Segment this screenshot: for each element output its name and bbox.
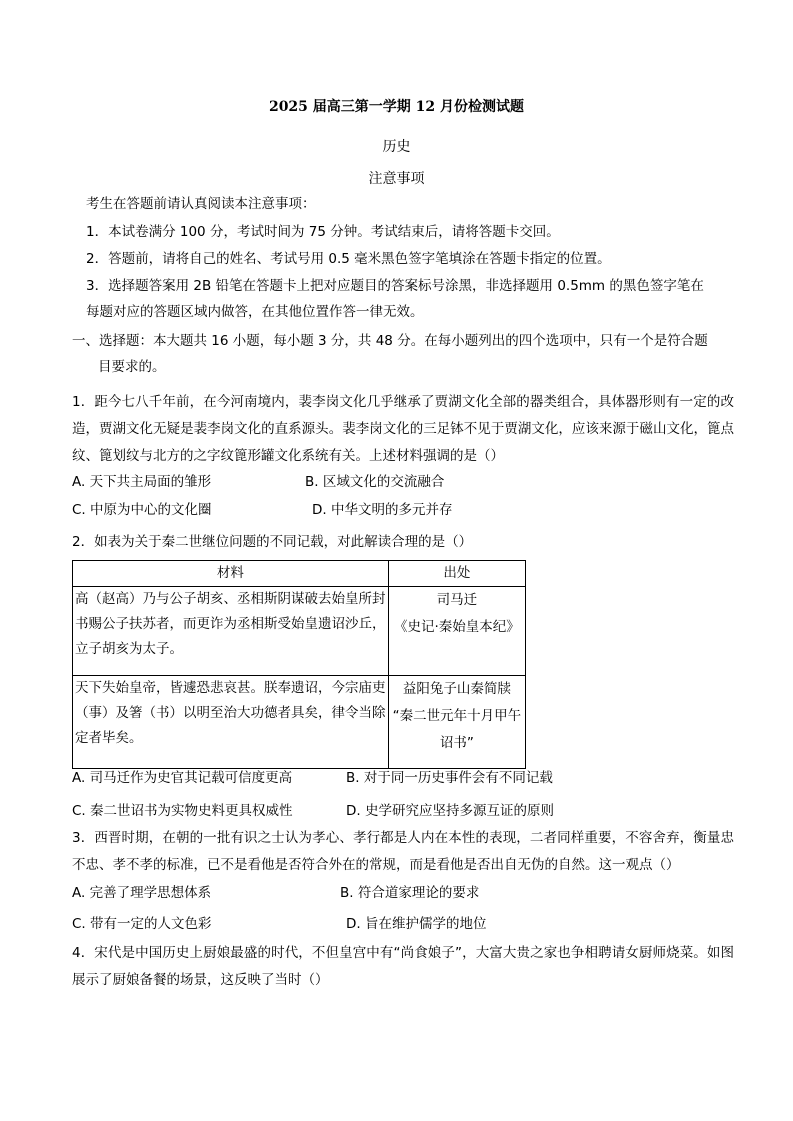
table-header-source: 出处 — [388, 561, 525, 587]
question-2-stem: 2．如表为关于秦二世继位问题的不同记载，对此解读合理的是（） — [72, 534, 473, 550]
table-row — [73, 676, 526, 769]
q2-option-d[interactable]: D. 史学研究应坚持多源互证的原则 — [346, 803, 554, 819]
q3-option-a[interactable]: A. 完善了理学思想体系 — [72, 885, 212, 901]
table-cell-source — [388, 676, 525, 769]
question-1-stem: 1．距今七八千年前，在今河南境内，裴李岗文化几乎继承了贾湖文化全部的器类组合，具体器形则有一定的改造，贾湖文化无疑是裴李岗文化的直系源头。裴李岗文化的三足钵不见于贾湖文化，应该来源于磁山文化，篦点纹、篦划纹与北方的之字纹篦形罐文化系统有关。上述材料强调的是（） — [72, 394, 734, 464]
question-4-stem: 4．宋代是中国历史上厨娘最盛的时代，不但皇宫中有“尚食娘子”，大富大贵之家也争相聘请女厨师烧菜。如图展示了厨娘备餐的场景，这反映了当时（） — [72, 945, 734, 988]
q1-option-b[interactable]: B. 区域文化的交流融合 — [305, 474, 445, 490]
q2-option-c[interactable]: C. 秦二世诏书为实物史料更具权威性 — [72, 803, 293, 819]
source-table — [72, 560, 526, 769]
section-heading: 一、选择题：本大题共 16 小题，每小题 3 分，共 48 分。在每小题列出的四个选项中，只有一个是符合题 — [72, 333, 708, 349]
q1-option-c[interactable]: C. 中原为中心的文化圈 — [72, 502, 212, 518]
q2-option-b[interactable]: B. 对于同一历史事件会有不同记载 — [346, 770, 553, 786]
q2-option-a[interactable]: A. 司马迁作为史官其记载可信度更高 — [72, 770, 293, 786]
section-heading-cont: 目要求的。 — [98, 359, 166, 375]
q1-option-d[interactable]: D. 中华文明的多元并存 — [312, 502, 453, 518]
q1-option-a[interactable]: A. 天下共主局面的雏形 — [72, 474, 212, 490]
notice-heading: 注意事项 — [368, 171, 425, 187]
q3-option-c[interactable]: C. 带有一定的人文色彩 — [72, 916, 212, 932]
table-cell-material: 高（赵高）乃与公子胡亥、丞相斯阴谋破去始皇所封书赐公子扶苏者，而更诈为丞相斯受始皇遗诏沙丘，立子胡亥为太子。 — [73, 587, 389, 676]
notice-item-3: 3．选择题答案用 2B 铅笔在答题卡上把对应题目的答案标号涂黑，非选择题用 0.5mm 的黑色签字笔在 — [86, 278, 704, 294]
q3-option-d[interactable]: D. 旨在维护儒学的地位 — [346, 916, 487, 932]
exam-title: 2025 届高三第一学期 12 月份检测试题 — [268, 99, 525, 115]
subject-heading: 历史 — [382, 139, 411, 155]
table-header-material: 材料 — [73, 561, 389, 587]
source-origin: 益阳兔子山秦简牍 — [402, 681, 511, 697]
notice-item-2: 2．答题前，请将自己的姓名、考试号用 0.5 毫米黑色签字笔填涂在答题卡指定的位置。 — [86, 251, 611, 267]
source-document: “秦二世元年十月甲午诏书” — [392, 708, 522, 751]
source-book: 《史记·秦始皇本纪》 — [394, 619, 520, 635]
table-cell-material: 天下失始皇帝，皆遽恐悲哀甚。朕奉遗诏，今宗庙吏（事）及箸（书）以明至治大功德者具矣，律令当除定者毕矣。 — [73, 676, 389, 769]
source-author: 司马迁 — [436, 592, 478, 608]
q3-option-b[interactable]: B. 符合道家理论的要求 — [340, 885, 480, 901]
table-row — [73, 587, 526, 676]
notice-item-3-cont: 每题对应的答题区域内做答，在其他位置作答一律无效。 — [86, 304, 424, 320]
notice-item-1: 1．本试卷满分 100 分，考试时间为 75 分钟。考试结束后，请将答题卡交回。 — [86, 224, 560, 240]
table-cell-source — [388, 587, 525, 676]
table-header-row — [73, 561, 526, 587]
notice-intro: 考生在答题前请认真阅读本注意事项： — [86, 196, 316, 212]
question-3-stem: 3．西晋时期，在朝的一批有识之士认为孝心、孝行都是人内在本性的表现，二者同样重要，不容舍弃，衡量忠不忠、孝不孝的标准，已不是看他是否符合外在的常规，而是看他是否出自无伪的自然。这一观点（） — [72, 830, 734, 873]
